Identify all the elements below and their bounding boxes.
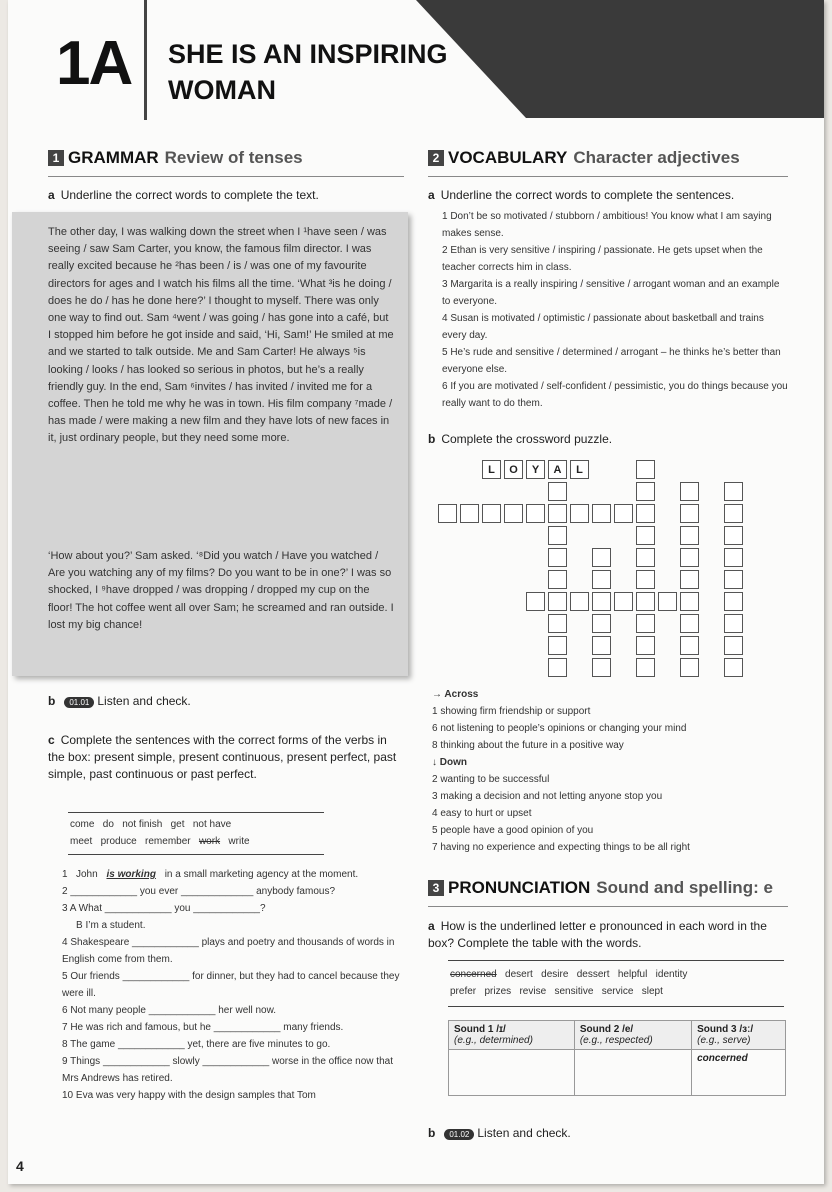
page-title: SHE IS AN INSPIRING WOMAN bbox=[168, 39, 448, 105]
clue-item: 6 not listening to people’s opinions or changing your mind bbox=[432, 723, 687, 734]
crossword-cell[interactable] bbox=[548, 526, 567, 545]
grammar-task-a: a Underline the correct words to complete the text. bbox=[48, 188, 319, 202]
crossword-cell[interactable] bbox=[592, 636, 611, 655]
crossword-cell[interactable]: Y bbox=[526, 460, 545, 479]
crossword-cell[interactable] bbox=[724, 658, 743, 677]
crossword-clues bbox=[432, 686, 788, 856]
crossword-cell[interactable] bbox=[724, 526, 743, 545]
vocabulary-heading bbox=[428, 148, 740, 168]
crossword-cell[interactable] bbox=[570, 592, 589, 611]
crossword-cell[interactable] bbox=[724, 636, 743, 655]
answer-cell[interactable] bbox=[449, 1050, 575, 1096]
pron-task-a: a How is the underlined letter e pronounced in each word in the box? Complete the table with the words. bbox=[428, 919, 767, 950]
crossword-cell[interactable] bbox=[636, 570, 655, 589]
crossword-cell[interactable] bbox=[724, 548, 743, 567]
list-item: 6 Not many people ____________ her well now. bbox=[62, 1005, 277, 1016]
crossword-cell[interactable] bbox=[636, 636, 655, 655]
page-number: 4 bbox=[16, 1158, 24, 1174]
crossword-cell[interactable] bbox=[680, 592, 699, 611]
crossword-cell[interactable] bbox=[724, 570, 743, 589]
list-item: B I’m a student. bbox=[76, 920, 146, 931]
across-label: → Across bbox=[432, 689, 479, 700]
pron-task-b: b 01.02 Listen and check. bbox=[428, 1126, 571, 1140]
divider bbox=[428, 176, 788, 177]
crossword-grid bbox=[438, 460, 778, 682]
section-number: 2 bbox=[428, 150, 444, 166]
crossword-cell[interactable] bbox=[680, 614, 699, 633]
audio-track-badge[interactable]: 01.02 bbox=[444, 1129, 474, 1140]
table-header-cell: Sound 3 /ɜː/ (e.g., serve) bbox=[692, 1021, 786, 1050]
header-divider bbox=[144, 0, 147, 120]
crossword-cell[interactable] bbox=[680, 570, 699, 589]
vocab-task-a: a Underline the correct words to complete the sentences. bbox=[428, 188, 735, 202]
list-item: 3 Margarita is a really inspiring / sensitive / arrogant woman and an example to everyone. bbox=[442, 279, 780, 307]
table-header-cell: Sound 2 /e/ (e.g., respected) bbox=[574, 1021, 691, 1050]
section-title: VOCABULARY bbox=[448, 148, 568, 167]
clue-item: 3 making a decision and not letting anyone stop you bbox=[432, 791, 663, 802]
table-row bbox=[449, 1050, 786, 1096]
grammar-heading bbox=[48, 148, 303, 168]
crossword-cell[interactable] bbox=[680, 504, 699, 523]
struck-word: concerned bbox=[450, 969, 497, 980]
clue-item: 8 thinking about the future in a positive way bbox=[432, 740, 624, 751]
crossword-cell[interactable] bbox=[680, 482, 699, 501]
crossword-cell[interactable] bbox=[592, 614, 611, 633]
word-box-bottom bbox=[448, 1006, 784, 1007]
workbook-page bbox=[8, 0, 824, 1184]
story-textbox bbox=[12, 212, 408, 676]
unit-code: 1A bbox=[56, 29, 132, 98]
list-item: 8 The game ____________ yet, there are five minutes to go. bbox=[62, 1039, 331, 1050]
clue-item: 5 people have a good opinion of you bbox=[432, 825, 594, 836]
crossword-cell[interactable] bbox=[504, 504, 523, 523]
down-label: ↓ Down bbox=[432, 757, 467, 768]
pronunciation-word-box bbox=[450, 966, 786, 1000]
crossword-cell[interactable] bbox=[614, 592, 633, 611]
crossword-cell[interactable] bbox=[680, 658, 699, 677]
list-item: 4 Susan is motivated / optimistic / passionate about basketball and trains every day. bbox=[442, 313, 764, 341]
crossword-cell[interactable] bbox=[636, 548, 655, 567]
word-box-top bbox=[448, 960, 784, 961]
word-box-row-1: come do not finish get not have bbox=[70, 819, 232, 830]
grammar-sentences bbox=[62, 866, 402, 1104]
example-answer: is working bbox=[106, 869, 156, 880]
crossword-cell[interactable] bbox=[592, 548, 611, 567]
crossword-cell[interactable] bbox=[636, 504, 655, 523]
table-header-cell: Sound 1 /ɪ/ (e.g., determined) bbox=[449, 1021, 575, 1050]
crossword-cell[interactable] bbox=[548, 614, 567, 633]
crossword-cell[interactable]: L bbox=[570, 460, 589, 479]
crossword-cell[interactable] bbox=[724, 504, 743, 523]
crossword-cell[interactable] bbox=[636, 482, 655, 501]
list-item: 1 Don’t be so motivated / stubborn / ambitious! You know what I am saying makes sense. bbox=[442, 211, 772, 239]
crossword-cell[interactable] bbox=[592, 504, 611, 523]
list-item: 6 If you are motivated / self-confident / pessimistic, you do things because you really want to do them. bbox=[442, 381, 788, 409]
table-row bbox=[449, 1021, 786, 1050]
crossword-cell[interactable] bbox=[680, 526, 699, 545]
crossword-cell[interactable] bbox=[460, 504, 479, 523]
section-number: 3 bbox=[428, 880, 444, 896]
verb-word-box bbox=[70, 816, 326, 850]
crossword-cell[interactable] bbox=[636, 658, 655, 677]
word-box-row-2: prefer prizes revise sensitive service slept bbox=[450, 986, 663, 997]
word-box-row-2: meet produce remember work write bbox=[70, 836, 250, 847]
crossword-cell[interactable] bbox=[724, 482, 743, 501]
section-number: 1 bbox=[48, 150, 64, 166]
list-item: 9 Things ____________ slowly ____________ worse in the office now that Mrs Andrews has retired. bbox=[62, 1056, 393, 1084]
crossword-cell[interactable] bbox=[548, 482, 567, 501]
crossword-cell[interactable] bbox=[548, 636, 567, 655]
list-item: 3 A What ____________ you ____________? bbox=[62, 903, 266, 914]
story-paragraph-2: ‘How about you?’ Sam asked. ‘⁸Did you watch / Have you watched / Are you watching any of my films? Do you want to be in one?’ I was so shocked, I ⁹have dropped / was dropping / dropped my cup on the floor! The hot coffee went all over Sam; he screamed and ran outside. I lost my big chance! bbox=[48, 550, 394, 631]
crossword-cell[interactable]: O bbox=[504, 460, 523, 479]
crossword-cell[interactable] bbox=[614, 504, 633, 523]
crossword-cell[interactable] bbox=[548, 658, 567, 677]
section-title: GRAMMAR bbox=[68, 148, 159, 167]
struck-word: work bbox=[198, 836, 221, 847]
crossword-cell[interactable] bbox=[548, 570, 567, 589]
grammar-task-c: c Complete the sentences with the correct forms of the verbs in the box: present simple, present continuous, present perfect, past simple, past continuous or past perfect. bbox=[48, 733, 397, 781]
divider bbox=[428, 906, 788, 907]
crossword-cell[interactable] bbox=[724, 592, 743, 611]
clue-item: 1 showing firm friendship or support bbox=[432, 706, 591, 717]
crossword-cell[interactable] bbox=[570, 504, 589, 523]
section-subtitle: Character adjectives bbox=[573, 148, 740, 167]
crossword-cell[interactable]: A bbox=[548, 460, 567, 479]
vocab-task-b: b Complete the crossword puzzle. bbox=[428, 432, 613, 446]
list-item: 2 Ethan is very sensitive / inspiring / passionate. He gets upset when the teacher corrects him in class. bbox=[442, 245, 763, 273]
crossword-cell[interactable] bbox=[592, 592, 611, 611]
pronunciation-heading bbox=[428, 878, 773, 898]
answer-cell[interactable]: concerned bbox=[692, 1050, 786, 1096]
crossword-cell[interactable] bbox=[724, 614, 743, 633]
crossword-cell[interactable] bbox=[548, 548, 567, 567]
header-banner bbox=[416, 0, 824, 118]
crossword-cell[interactable] bbox=[680, 548, 699, 567]
clue-item: 7 having no experience and expecting things to be all right bbox=[432, 842, 690, 853]
crossword-cell[interactable] bbox=[548, 504, 567, 523]
audio-track-badge[interactable]: 01.01 bbox=[64, 697, 94, 708]
crossword-cell[interactable] bbox=[548, 592, 567, 611]
crossword-cell[interactable] bbox=[526, 504, 545, 523]
answer-cell[interactable] bbox=[574, 1050, 691, 1096]
section-subtitle: Review of tenses bbox=[164, 148, 303, 167]
crossword-cell[interactable] bbox=[592, 570, 611, 589]
list-item: 7 He was rich and famous, but he ____________ many friends. bbox=[62, 1022, 344, 1033]
list-item: 5 Our friends ____________ for dinner, but they had to cancel because they were ill. bbox=[62, 971, 400, 999]
divider bbox=[48, 176, 404, 177]
section-subtitle: Sound and spelling: e bbox=[596, 878, 773, 897]
crossword-cell[interactable] bbox=[592, 658, 611, 677]
section-title: PRONUNCIATION bbox=[448, 878, 591, 897]
crossword-cell[interactable] bbox=[636, 460, 655, 479]
word-box-row-1: concerned desert desire dessert helpful identity bbox=[450, 969, 688, 980]
word-box-top bbox=[68, 812, 324, 813]
clue-item: 4 easy to hurt or upset bbox=[432, 808, 532, 819]
list-item: 4 Shakespeare ____________ plays and poetry and thousands of words in English come from them. bbox=[62, 937, 395, 965]
crossword-cell[interactable] bbox=[438, 504, 457, 523]
sound-table bbox=[448, 1020, 786, 1096]
crossword-cell[interactable]: L bbox=[482, 460, 501, 479]
crossword-cell[interactable] bbox=[636, 526, 655, 545]
story-paragraph-1: The other day, I was walking down the street when I ¹have seen / was seeing / saw Sam Carter, you know, the famous film director. I was really excited because he ²has been / is / was one of my favourite directors for ages and I watch his films all the time. ‘What ³is he doing / does he do / has he done here?’ I thought to myself. There was only one way to find out. Sam ⁴went / was going / has gone into a café, but I stopped him before he got inside and said, ‘Hi, Sam!’ He smiled at me and we started to talk outside. Me and Sam Carter! He always ⁵is looking / looks / has looked so serious in photos, but he’s a really friendly guy. In the end, Sam ⁶invites / has invited / invited me for a coffee. Then he told me why he was in town. His film company ⁷made / has made / were making a new film and they have lots of new faces in it, just ordinary people, but they need some more. bbox=[48, 226, 394, 445]
grammar-task-b: b 01.01 Listen and check. bbox=[48, 694, 191, 708]
crossword-cell[interactable] bbox=[526, 592, 545, 611]
crossword-cell[interactable] bbox=[636, 592, 655, 611]
crossword-cell[interactable] bbox=[482, 504, 501, 523]
crossword-cell[interactable] bbox=[658, 592, 677, 611]
vocab-items bbox=[442, 208, 790, 412]
crossword-cell[interactable] bbox=[636, 614, 655, 633]
clue-item: 2 wanting to be successful bbox=[432, 774, 550, 785]
word-box-bottom bbox=[68, 854, 324, 855]
list-item: 1 John is working in a small marketing agency at the moment. bbox=[62, 869, 359, 880]
list-item: 2 ____________ you ever _____________ anybody famous? bbox=[62, 886, 336, 897]
list-item: 10 Eva was very happy with the design samples that Tom bbox=[62, 1090, 316, 1101]
list-item: 5 He’s rude and sensitive / determined / arrogant – he thinks he’s better than everyone else. bbox=[442, 347, 781, 375]
crossword-cell[interactable] bbox=[680, 636, 699, 655]
